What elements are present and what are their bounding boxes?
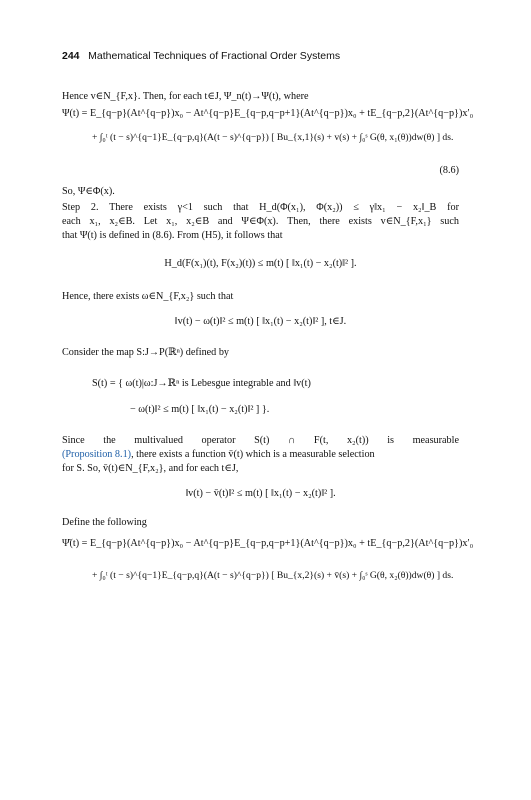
text-line-4: each x₁, x₂∈B. Let x₁, x₂∈B and Ψ∈Φ(x). Then, there exists v∈N_{F,x₁} such [62, 216, 459, 227]
text-line-8: Since the multivalued operator S(t) ∩ F(t, x₂(t)) is measurable [62, 435, 459, 446]
text-line-6: Hence, there exists ω∈N_{F,x₂} such that [62, 291, 234, 302]
equation-s-line-1: S(t) = { ω(t)|ω:J→ℝⁿ is Lebesgue integrable and ‖v(t) [92, 378, 311, 389]
text-line-7: Consider the map S:J→P(ℝⁿ) defined by [62, 347, 230, 358]
equation-hd: H_d(F(x₁)(t), F(x₂)(t)) ≤ m(t) [ ‖x₁(t) − x₂(t)‖² ]. [164, 258, 357, 269]
equation-8-6-line-2: + ∫₀ᵗ (t − s)^{q−1}E_{q−p,q}(A(t − s)^{q−p}) [ Bu_{x,1}(s) + v(s) + ∫₀ˢ G(θ, x₁(θ))dw(θ) ] ds. [92, 132, 454, 143]
proposition-link[interactable]: (Proposition 8.1) [62, 449, 132, 460]
page-number: 244 [62, 50, 80, 62]
running-header [62, 50, 340, 62]
text-line-3: Step 2. There exists γ<1 such that H_d(Φ(x₁), Φ(x₂)) ≤ γ‖x₁ − x₂‖_B for [62, 202, 459, 213]
text-line-11: Define the following [62, 517, 147, 528]
text-line-9-rest: , there exists a function v̄(t) which is a measurable selection [131, 449, 375, 460]
equation-s-line-2: − ω(t)‖² ≤ m(t) [ ‖x₁(t) − x₂(t)‖² ] }. [130, 404, 270, 415]
text-line-9 [62, 448, 459, 461]
equation-8-6-line-1: Ψ(t) = E_{q−p}(At^{q−p})x₀ − At^{q−p}E_{q−p,q−p+1}(At^{q−p})x₀ + tE_{q−p,2}(At^{q−p})x′₀ [62, 108, 474, 119]
text-line-2: So, Ψ∈Φ(x). [62, 186, 115, 197]
equation-psibar-line-2: + ∫₀ᵗ (t − s)^{q−1}E_{q−p,q}(A(t − s)^{q−p}) [ Bu_{x,2}(s) + v̄(s) + ∫₀ˢ G(θ, x₂(θ))dw(θ) ] ds. [92, 570, 454, 581]
equation-number: (8.6) [439, 165, 459, 176]
book-title: Mathematical Techniques of Fractional Order Systems [88, 50, 341, 62]
text-line-10: for S. So, v̄(t)∈N_{F,x₂}, and for each t∈J, [62, 463, 239, 474]
equation-v-vbar: ‖v(t) − v̄(t)‖² ≤ m(t) [ ‖x₁(t) − x₂(t)‖² ]. [185, 488, 336, 499]
text-line-1: Hence v∈N_{F,x}. Then, for each t∈J, Ψ_n(t)→Ψ(t), where [62, 91, 309, 102]
text-line-5: that Ψ(t) is defined in (8.6). From (H5), it follows that [62, 230, 283, 241]
equation-psibar-line-1: Ψ̄(t) = E_{q−p}(At^{q−p})x₀ − At^{q−p}E_{q−p,q−p+1}(At^{q−p})x₀ + tE_{q−p,2}(At^{q−p})x′₀ [62, 538, 474, 549]
equation-v-omega: ‖v(t) − ω(t)‖² ≤ m(t) [ ‖x₁(t) − x₂(t)‖² ], t∈J. [174, 316, 347, 327]
